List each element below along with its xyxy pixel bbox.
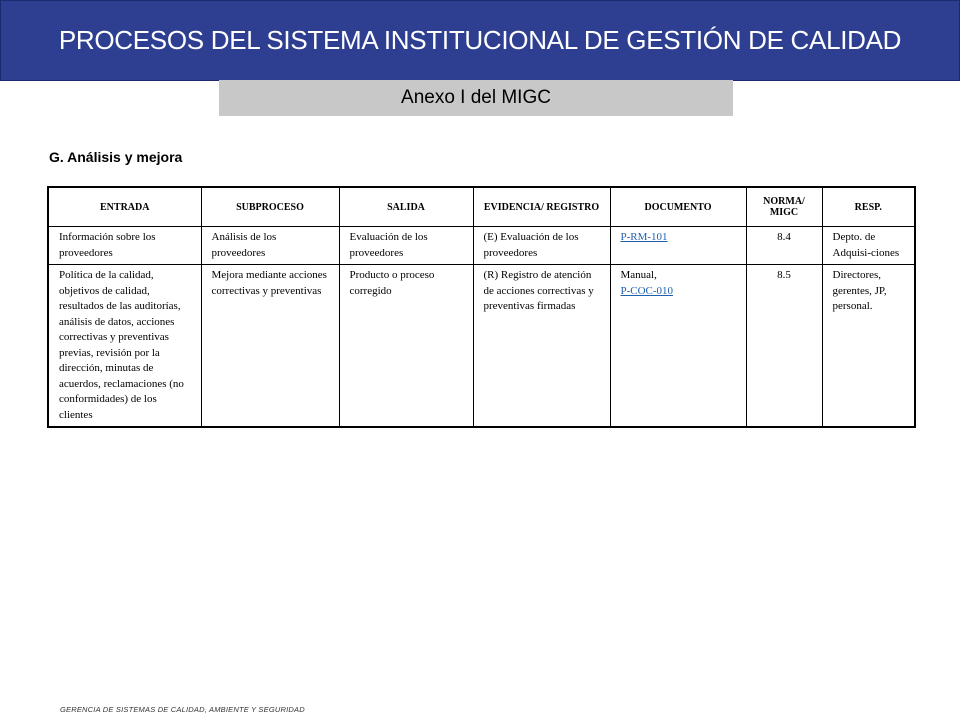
section-heading: G. Análisis y mejora — [49, 149, 183, 165]
cell-resp: Depto. de Adquisi-ciones — [822, 227, 915, 265]
page-title: PROCESOS DEL SISTEMA INSTITUCIONAL DE GESTIÓN DE CALIDAD — [58, 25, 902, 55]
document-text: Manual, — [620, 269, 657, 281]
column-header-evidencia: EVIDENCIA/ REGISTRO — [473, 187, 610, 227]
table-row — [48, 227, 915, 265]
table-header-row — [48, 187, 915, 227]
table-row — [48, 265, 915, 428]
cell-documento — [610, 227, 746, 265]
document-link-p-rm-101[interactable]: P-RM-101 — [620, 231, 668, 243]
cell-evidencia: (R) Registro de atención de acciones correctivas y preventivas firmadas — [473, 265, 610, 428]
column-header-resp: RESP. — [822, 187, 915, 227]
page-subtitle: Anexo I del MIGC — [401, 87, 551, 108]
cell-subproceso: Análisis de los proveedores — [201, 227, 339, 265]
cell-entrada: Información sobre los proveedores — [48, 227, 201, 265]
footer-text: GERENCIA DE SISTEMAS DE CALIDAD, AMBIENTE Y SEGURIDAD — [60, 705, 305, 714]
cell-salida: Producto o proceso corregido — [339, 265, 473, 428]
process-table — [47, 186, 916, 428]
column-header-documento: DOCUMENTO — [610, 187, 746, 227]
cell-subproceso: Mejora mediante acciones correctivas y preventivas — [201, 265, 339, 428]
subtitle-bar — [219, 80, 733, 116]
column-header-subproceso: SUBPROCESO — [201, 187, 339, 227]
title-banner — [0, 0, 960, 81]
cell-evidencia: (E) Evaluación de los proveedores — [473, 227, 610, 265]
cell-resp: Directores, gerentes, JP, personal. — [822, 265, 915, 428]
column-header-norma: NORMA/ MIGC — [746, 187, 822, 227]
column-header-entrada: ENTRADA — [48, 187, 201, 227]
cell-documento — [610, 265, 746, 428]
column-header-salida: SALIDA — [339, 187, 473, 227]
cell-norma: 8.4 — [746, 227, 822, 265]
document-link-p-coc-010[interactable]: P-COC-010 — [620, 284, 674, 297]
cell-salida: Evaluación de los proveedores — [339, 227, 473, 265]
cell-norma: 8.5 — [746, 265, 822, 428]
cell-entrada: Política de la calidad, objetivos de calidad, resultados de las auditorías, análisis de datos, acciones correctivas y preventivas previas, revisión por la dirección, minutas de acuerdos, reclamaciones (no conformidades) de los clientes — [48, 265, 201, 428]
